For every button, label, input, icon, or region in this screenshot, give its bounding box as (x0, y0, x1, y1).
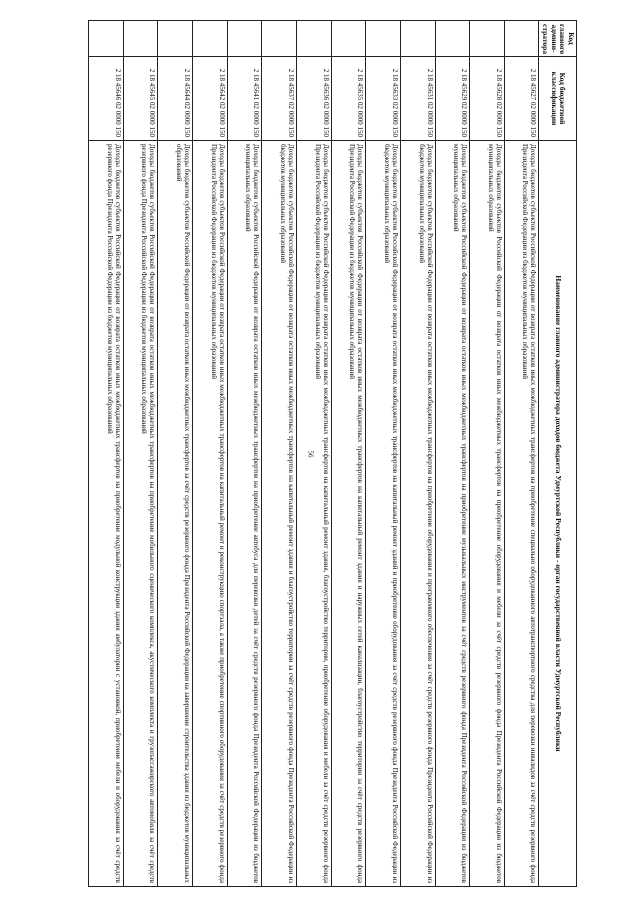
row-admin-code (193, 21, 228, 57)
table-row (123, 21, 158, 887)
row-admin-code (470, 21, 505, 57)
row-description: Доходы бюджетов субъектов Российской Федерации от возврата остатков иных межбюджетных трансфертов на приобретение специально оборудованного автотранспортного средства для перевозки инвалидов за счёт средств резервного фонда Президента Российской Федерации из бюджетов муниципальных образований (504, 141, 539, 887)
row-classification-code: 2 18 45637 02 0000 150 (262, 57, 297, 141)
row-admin-code (89, 21, 124, 57)
table-row (262, 21, 297, 887)
table-body (89, 21, 540, 887)
table-row (435, 21, 470, 887)
row-classification-code: 2 18 45629 02 0000 150 (435, 57, 470, 141)
row-admin-code (158, 21, 193, 57)
row-admin-code (400, 21, 435, 57)
row-description: Доходы бюджетов субъектов Российской Федерации от возврата остатков иных межбюджетных трансфертов на приобретение модульной конструкции здания амбулатории с установкой, приобретение мебели и оборудования за счёт средств резервного фонда Президента Российской Федерации из бюджетов муниципальных образований (89, 141, 124, 887)
revenue-codes-table (88, 20, 577, 887)
row-classification-code: 2 18 45631 02 0000 150 (400, 57, 435, 141)
row-classification-code: 2 18 45635 02 0000 150 (331, 57, 366, 141)
table-row (89, 21, 124, 887)
row-admin-code (227, 21, 262, 57)
row-description: Доходы бюджетов субъектов Российской Федерации от возврата остатков иных межбюджетных трансфертов на приобретение оборудования и мебели за счёт средств резервного фонда Президента Российской Федерации из бюджетов муниципальных образований (470, 141, 505, 887)
row-admin-code (123, 21, 158, 57)
row-description: Доходы бюджетов субъектов Российской Федерации от возврата остатков иных межбюджетных трансфертов на приобретение мобильного сценического комплекса, акустического комплекта и грузопассажирского автомобиля за счёт средств резервного фонда Президента Российской Федерации из бюджетов муниципальных образований (123, 141, 158, 887)
row-description: Доходы бюджетов субъектов Российской Федерации от возврата остатков иных межбюджетных трансфертов на приобретение музыкальных инструментов за счёт средств резервного фонда Президента Российской Федерации из бюджетов муниципальных образований (435, 141, 470, 887)
row-classification-code: 2 18 45633 02 0000 150 (366, 57, 401, 141)
row-admin-code (435, 21, 470, 57)
row-classification-code: 2 18 45636 02 0000 150 (297, 57, 332, 141)
table-header-row (539, 21, 577, 887)
row-description: Доходы бюджетов субъектов Российской Федерации от возврата остатков иных межбюджетных трансфертов на приобретение оборудования и программного обеспечения за счёт средств резервного фонда Президента Российской Федерации из бюджетов муниципальных образований (400, 141, 435, 887)
table-row (158, 21, 193, 887)
row-classification-code: 2 18 45645 02 0000 150 (123, 57, 158, 141)
row-classification-code: 2 18 45627 02 0000 150 (504, 57, 539, 141)
row-description: Доходы бюджетов субъектов Российской Федерации от возврата остатков иных межбюджетных трансфертов на капитальный ремонт зданий и приобретение оборудования за счёт средств резервного фонда Президента Российской Федерации из бюджетов муниципальных образований (366, 141, 401, 887)
header-administrator-name: Наименование главного администратора доходов бюджета Удмуртской Республики - орган государственной власти Удмуртской Республики (539, 141, 577, 887)
row-admin-code (366, 21, 401, 57)
header-classification-code: Код бюджетной классификации (539, 57, 577, 141)
row-description: Доходы бюджетов субъектов Российской Федерации от возврата остатков иных межбюджетных трансфертов на капитальный ремонт здания, благоустройство территории, приобретение оборудования и мебели за счёт средств резервного фонда Президента Российской Федерации из бюджетов муниципальных образований (297, 141, 332, 887)
row-admin-code (262, 21, 297, 57)
row-classification-code: 2 18 45628 02 0000 150 (470, 57, 505, 141)
rotated-table-container (88, 20, 577, 886)
table-row (227, 21, 262, 887)
header-admin-code: Код главного админи-стратора (539, 21, 577, 57)
table-row (470, 21, 505, 887)
table-row (366, 21, 401, 887)
row-description: Доходы бюджетов субъектов Российской Федерации от возврата остатков иных межбюджетных трансфертов на приобретение автобуса для перевозки детей за счёт средств резервного фонда Президента Российской Федерации из бюджетов муниципальных образований (227, 141, 262, 887)
row-classification-code: 2 18 45641 02 0000 150 (227, 57, 262, 141)
table-row (193, 21, 228, 887)
table-row (331, 21, 366, 887)
row-admin-code (504, 21, 539, 57)
page-number: 56 (306, 450, 315, 458)
row-description: Доходы бюджетов субъектов Российской Федерации от возврата остатков иных межбюджетных трансфертов за счёт средств резервного фонда Президента Российской Федерации на завершение строительства здания из бюджетов муниципальных образований (158, 141, 193, 887)
table-row (400, 21, 435, 887)
row-classification-code: 2 18 45644 02 0000 150 (158, 57, 193, 141)
row-classification-code: 2 18 45642 02 0000 150 (193, 57, 228, 141)
row-admin-code (297, 21, 332, 57)
table-row (297, 21, 332, 887)
row-description: Доходы бюджетов субъектов Российской Федерации от возврата остатков иных межбюджетных трансфертов на капитальный ремонт и реконструкцию спортзала, а также приобретение спортивного оборудования за счёт средств резервного фонда Президента Российской Федерации из бюджетов муниципальных образований (193, 141, 228, 887)
row-admin-code (331, 21, 366, 57)
table-row (504, 21, 539, 887)
row-description: Доходы бюджетов субъектов Российской Федерации от возврата остатков иных межбюджетных трансфертов на капитальный ремонт здания и наружных сетей канализации, благоустройство территории за счёт средств резервного фонда Президента Российской Федерации из бюджетов муниципальных образований (331, 141, 366, 887)
row-classification-code: 2 18 45646 02 0000 150 (89, 57, 124, 141)
row-description: Доходы бюджетов субъектов Российской Федерации от возврата остатков иных межбюджетных трансфертов на капитальный ремонт здания и благоустройство территории за счёт средств резервного фонда Президента Российской Федерации из бюджетов муниципальных образований (262, 141, 297, 887)
